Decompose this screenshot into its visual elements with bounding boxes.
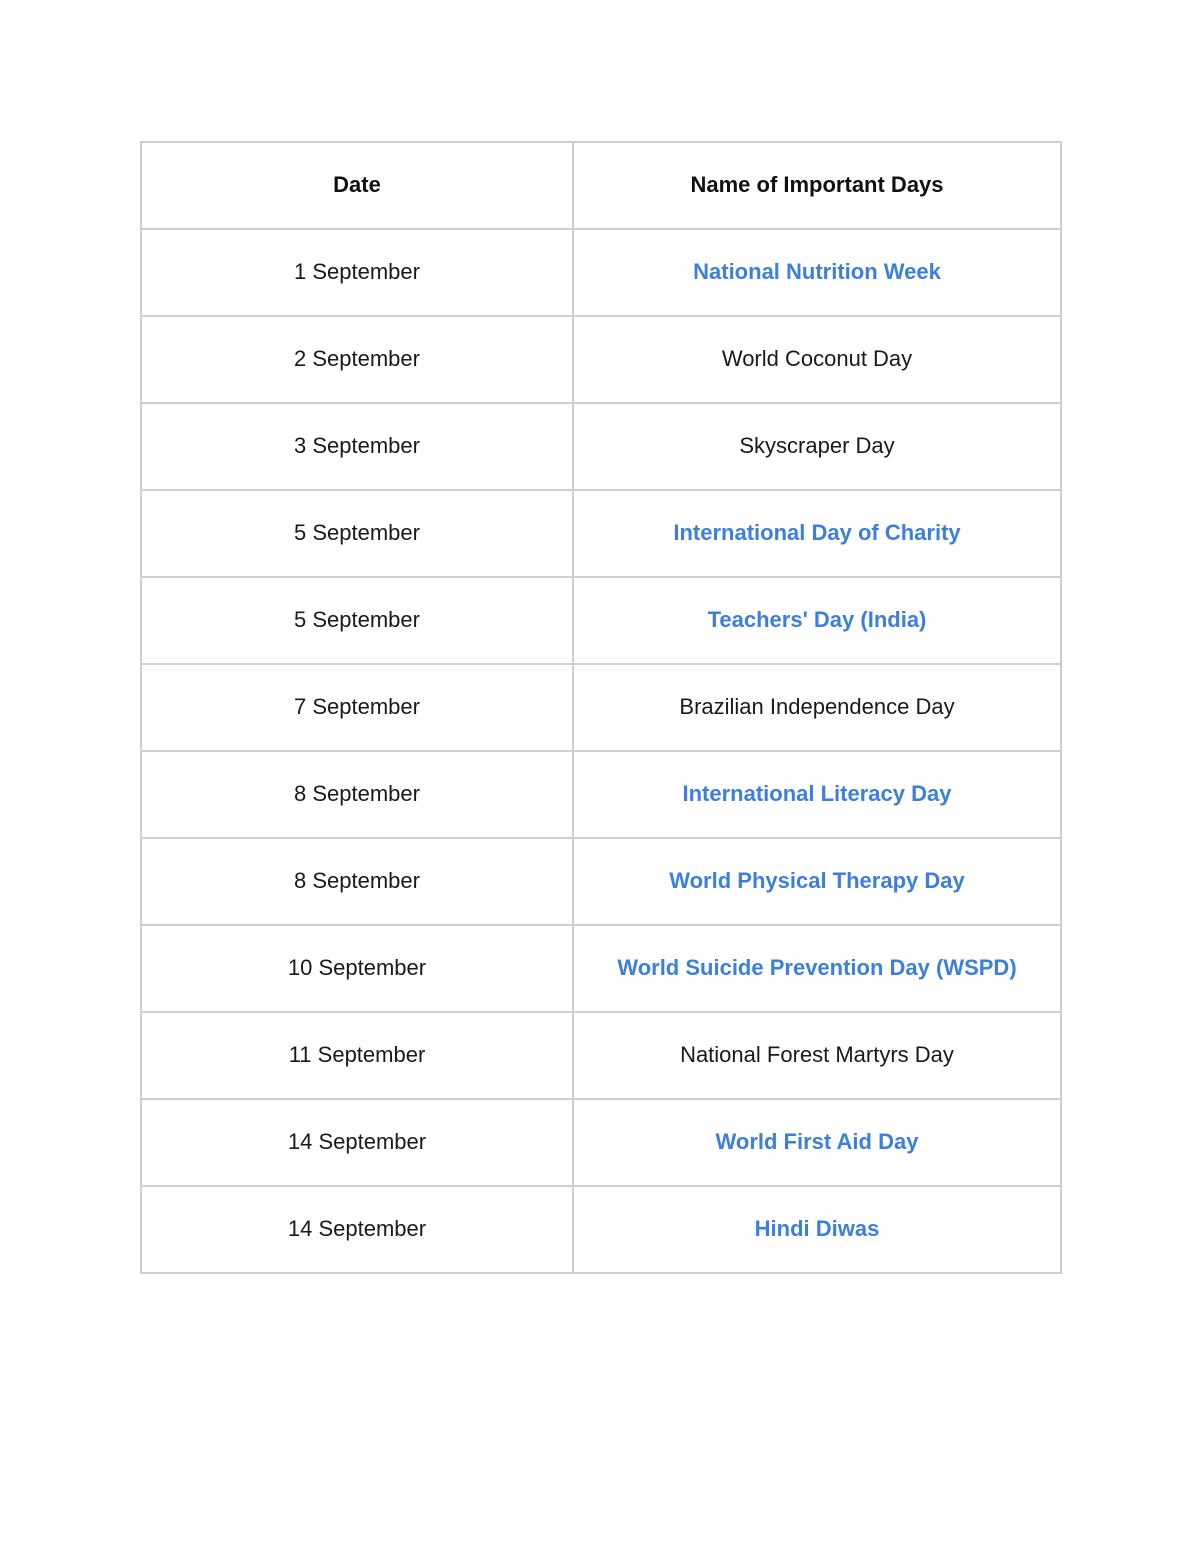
date-cell: 14 September — [141, 1186, 573, 1273]
day-name-link[interactable]: International Literacy Day — [573, 751, 1061, 838]
important-days-table — [140, 141, 1062, 1274]
date-cell: 14 September — [141, 1099, 573, 1186]
table-row — [141, 838, 1061, 925]
date-cell: 5 September — [141, 490, 573, 577]
day-name-link[interactable]: National Nutrition Week — [573, 229, 1061, 316]
date-cell: 1 September — [141, 229, 573, 316]
name-column-header: Name of Important Days — [573, 142, 1061, 229]
date-cell: 7 September — [141, 664, 573, 751]
date-cell: 11 September — [141, 1012, 573, 1099]
table-row — [141, 1012, 1061, 1099]
day-name-link[interactable]: World Physical Therapy Day — [573, 838, 1061, 925]
table-row — [141, 403, 1061, 490]
table-row — [141, 229, 1061, 316]
day-name-cell: Brazilian Independence Day — [573, 664, 1061, 751]
day-name-link[interactable]: International Day of Charity — [573, 490, 1061, 577]
table-body — [141, 229, 1061, 1273]
date-cell: 8 September — [141, 751, 573, 838]
table-row — [141, 1099, 1061, 1186]
date-cell: 3 September — [141, 403, 573, 490]
date-cell: 5 September — [141, 577, 573, 664]
day-name-cell: Skyscraper Day — [573, 403, 1061, 490]
table-row — [141, 751, 1061, 838]
table-row — [141, 664, 1061, 751]
table-header-row — [141, 142, 1061, 229]
day-name-link[interactable]: Teachers' Day (India) — [573, 577, 1061, 664]
day-name-cell: World Coconut Day — [573, 316, 1061, 403]
day-name-link[interactable]: World First Aid Day — [573, 1099, 1061, 1186]
table-row — [141, 925, 1061, 1012]
date-cell: 2 September — [141, 316, 573, 403]
table-row — [141, 577, 1061, 664]
date-cell: 8 September — [141, 838, 573, 925]
day-name-cell: National Forest Martyrs Day — [573, 1012, 1061, 1099]
date-cell: 10 September — [141, 925, 573, 1012]
day-name-link[interactable]: World Suicide Prevention Day (WSPD) — [573, 925, 1061, 1012]
table-row — [141, 316, 1061, 403]
table-row — [141, 1186, 1061, 1273]
table-row — [141, 490, 1061, 577]
day-name-link[interactable]: Hindi Diwas — [573, 1186, 1061, 1273]
date-column-header: Date — [141, 142, 573, 229]
